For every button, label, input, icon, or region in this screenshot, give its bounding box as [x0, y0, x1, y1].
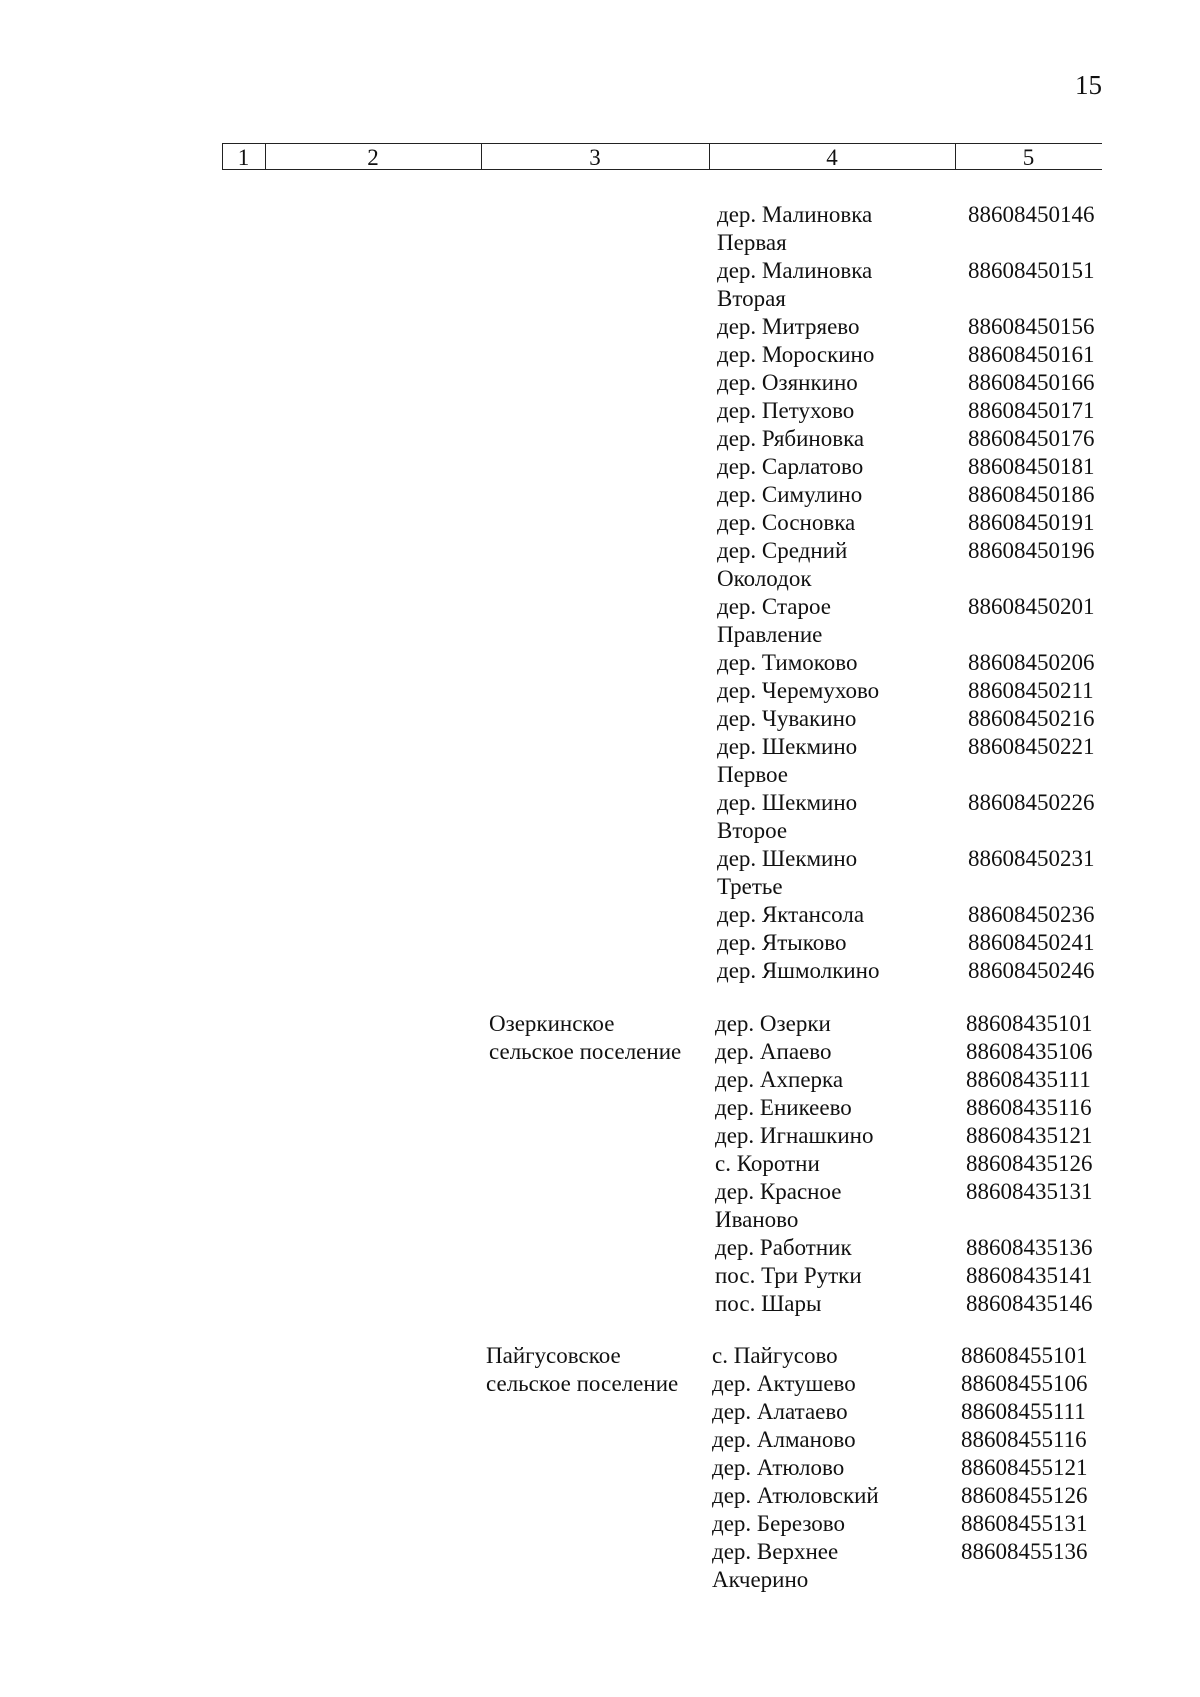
oktmo-code: 88608455106 — [961, 1371, 1088, 1396]
locality-name-line: дер. Средний — [717, 538, 848, 563]
locality-name-line: дер. Чувакино — [717, 706, 857, 731]
oktmo-code: 88608435136 — [966, 1235, 1093, 1260]
oktmo-code: 88608450216 — [968, 706, 1095, 731]
locality-name-line: дер. Петухово — [717, 398, 855, 423]
locality-name — [717, 453, 863, 481]
oktmo-code: 88608435146 — [966, 1291, 1093, 1316]
locality-name — [712, 1510, 845, 1538]
locality-name — [715, 1178, 841, 1234]
oktmo-code: 88608435131 — [966, 1179, 1093, 1204]
locality-name-line: дер. Сосновка — [717, 510, 856, 535]
locality-name-line: дер. Шекмино — [717, 846, 858, 871]
oktmo-code: 88608455101 — [961, 1343, 1088, 1368]
locality-name — [715, 1066, 843, 1094]
locality-name-line: дер. Шекмино — [717, 734, 858, 759]
locality-name-line: дер. Симулино — [717, 482, 863, 507]
oktmo-code: 88608450186 — [968, 482, 1095, 507]
locality-name-line: дер. Яктансола — [717, 902, 865, 927]
locality-name-line: Первая — [717, 230, 787, 255]
locality-name — [715, 1150, 820, 1178]
header-col-1: 1 — [237, 145, 250, 170]
locality-name-line: дер. Алатаево — [712, 1399, 848, 1424]
locality-name-line: дер. Озерки — [715, 1011, 831, 1036]
locality-name — [712, 1398, 848, 1426]
oktmo-code: 88608450146 — [968, 202, 1095, 227]
oktmo-code: 88608455111 — [961, 1399, 1086, 1424]
oktmo-code: 88608455131 — [961, 1511, 1088, 1536]
locality-name — [717, 649, 857, 677]
locality-name — [715, 1094, 852, 1122]
locality-name-line: дер. Апаево — [715, 1039, 832, 1064]
oktmo-code: 88608450171 — [968, 398, 1095, 423]
locality-name — [717, 369, 858, 397]
settlement-name — [486, 1342, 678, 1398]
locality-name-line: с. Пайгусово — [712, 1343, 838, 1368]
oktmo-code: 88608435121 — [966, 1123, 1093, 1148]
locality-name-line: дер. Старое — [717, 594, 831, 619]
locality-name — [715, 1262, 862, 1290]
locality-name-line: дер. Атюловский — [712, 1483, 879, 1508]
settlement-name-line: сельское поселение — [486, 1371, 679, 1396]
oktmo-code: 88608450151 — [968, 258, 1095, 283]
locality-name-line: дер. Малиновка — [717, 202, 873, 227]
locality-name-line: дер. Рябиновка — [717, 426, 865, 451]
locality-name — [717, 677, 879, 705]
locality-name — [717, 733, 857, 789]
oktmo-code: 88608455116 — [961, 1427, 1087, 1452]
oktmo-code: 88608450231 — [968, 846, 1095, 871]
locality-name-line: пос. Три Рутки — [715, 1263, 862, 1288]
oktmo-code: 88608450211 — [968, 678, 1094, 703]
oktmo-code: 88608450206 — [968, 650, 1095, 675]
settlement-name — [489, 1010, 681, 1066]
oktmo-code: 88608450191 — [968, 510, 1095, 535]
header-col-5: 5 — [1022, 145, 1035, 170]
locality-name — [712, 1342, 838, 1370]
locality-name-line: дер. Актушево — [712, 1371, 856, 1396]
locality-name — [715, 1290, 821, 1318]
header-col-4: 4 — [826, 145, 838, 170]
locality-name — [717, 313, 860, 341]
locality-name-line: дер. Шекмино — [717, 790, 858, 815]
locality-name — [712, 1454, 844, 1482]
oktmo-code: 88608435141 — [966, 1263, 1093, 1288]
oktmo-code: 88608450246 — [968, 958, 1095, 983]
locality-name-line: дер. Мороскино — [717, 342, 875, 367]
locality-name — [717, 789, 857, 845]
locality-name-line: Первое — [717, 762, 789, 787]
locality-name — [712, 1370, 856, 1398]
locality-name-line: Акчерино — [712, 1567, 809, 1592]
locality-name-line: дер. Красное — [715, 1179, 842, 1204]
oktmo-code: 88608450241 — [968, 930, 1095, 955]
locality-name-line: дер. Работник — [715, 1235, 852, 1260]
locality-name — [715, 1010, 831, 1038]
oktmo-code: 88608450166 — [968, 370, 1095, 395]
locality-name — [717, 537, 847, 593]
oktmo-code: 88608455136 — [961, 1539, 1088, 1564]
locality-name — [712, 1482, 879, 1510]
locality-name-line: дер. Тимоково — [717, 650, 858, 675]
page-number: 15 — [1075, 70, 1102, 100]
locality-name — [717, 509, 855, 537]
settlement-name-line: Озеркинское — [489, 1011, 615, 1036]
locality-name — [717, 397, 854, 425]
oktmo-code: 88608455126 — [961, 1483, 1088, 1508]
locality-name-line: пос. Шары — [715, 1291, 822, 1316]
locality-name-line: дер. Алманово — [712, 1427, 856, 1452]
locality-name — [717, 425, 864, 453]
oktmo-code: 88608435106 — [966, 1039, 1093, 1064]
locality-name-line: дер. Березово — [712, 1511, 845, 1536]
locality-name — [717, 845, 857, 901]
locality-name-line: с. Коротни — [715, 1151, 820, 1176]
locality-name-line: дер. Верхнее — [712, 1539, 839, 1564]
locality-name-line: дер. Озянкино — [717, 370, 858, 395]
locality-name — [717, 929, 846, 957]
oktmo-code: 88608450201 — [968, 594, 1095, 619]
locality-name-line: дер. Еникеево — [715, 1095, 852, 1120]
locality-name — [717, 593, 831, 649]
locality-name — [717, 901, 864, 929]
locality-name-line: Второе — [717, 818, 788, 843]
oktmo-code: 88608455121 — [961, 1455, 1088, 1480]
locality-name-line: дер. Яшмолкино — [717, 958, 880, 983]
oktmo-code: 88608450221 — [968, 734, 1095, 759]
locality-name — [717, 705, 856, 733]
settlement-name-line: Пайгусовское — [486, 1343, 621, 1368]
locality-name-line: дер. Игнашкино — [715, 1123, 874, 1148]
oktmo-code: 88608450226 — [968, 790, 1095, 815]
oktmo-code: 88608450176 — [968, 426, 1095, 451]
oktmo-code: 88608450236 — [968, 902, 1095, 927]
locality-name-line: Вторая — [717, 286, 786, 311]
oktmo-code: 88608435126 — [966, 1151, 1093, 1176]
locality-name — [712, 1426, 856, 1454]
locality-name-line: дер. Сарлатово — [717, 454, 864, 479]
header-col-3: 3 — [589, 145, 601, 170]
locality-name-line: дер. Атюлово — [712, 1455, 845, 1480]
locality-name-line: Иваново — [715, 1207, 799, 1232]
locality-name-line: дер. Черемухово — [717, 678, 880, 703]
oktmo-code: 88608435111 — [966, 1067, 1091, 1092]
locality-name-line: дер. Ятыково — [717, 930, 847, 955]
header-col-2: 2 — [367, 145, 379, 170]
locality-name — [715, 1038, 831, 1066]
oktmo-code: 88608450181 — [968, 454, 1095, 479]
settlement-name-line: сельское поселение — [489, 1039, 682, 1064]
locality-name — [717, 957, 879, 985]
locality-name — [717, 257, 872, 313]
locality-name-line: Околодок — [717, 566, 812, 591]
oktmo-code: 88608450156 — [968, 314, 1095, 339]
locality-name-line: Правление — [717, 622, 823, 647]
oktmo-code: 88608435116 — [966, 1095, 1092, 1120]
oktmo-code: 88608450161 — [968, 342, 1095, 367]
locality-name — [717, 201, 872, 257]
locality-name-line: дер. Митряево — [717, 314, 860, 339]
locality-name-line: дер. Ахперка — [715, 1067, 844, 1092]
oktmo-code: 88608450196 — [968, 538, 1095, 563]
locality-name — [717, 341, 874, 369]
locality-name — [715, 1122, 873, 1150]
locality-name — [717, 481, 862, 509]
oktmo-code: 88608435101 — [966, 1011, 1093, 1036]
locality-name-line: Третье — [717, 874, 783, 899]
locality-name-line: дер. Малиновка — [717, 258, 873, 283]
locality-name — [712, 1538, 838, 1594]
locality-name — [715, 1234, 852, 1262]
